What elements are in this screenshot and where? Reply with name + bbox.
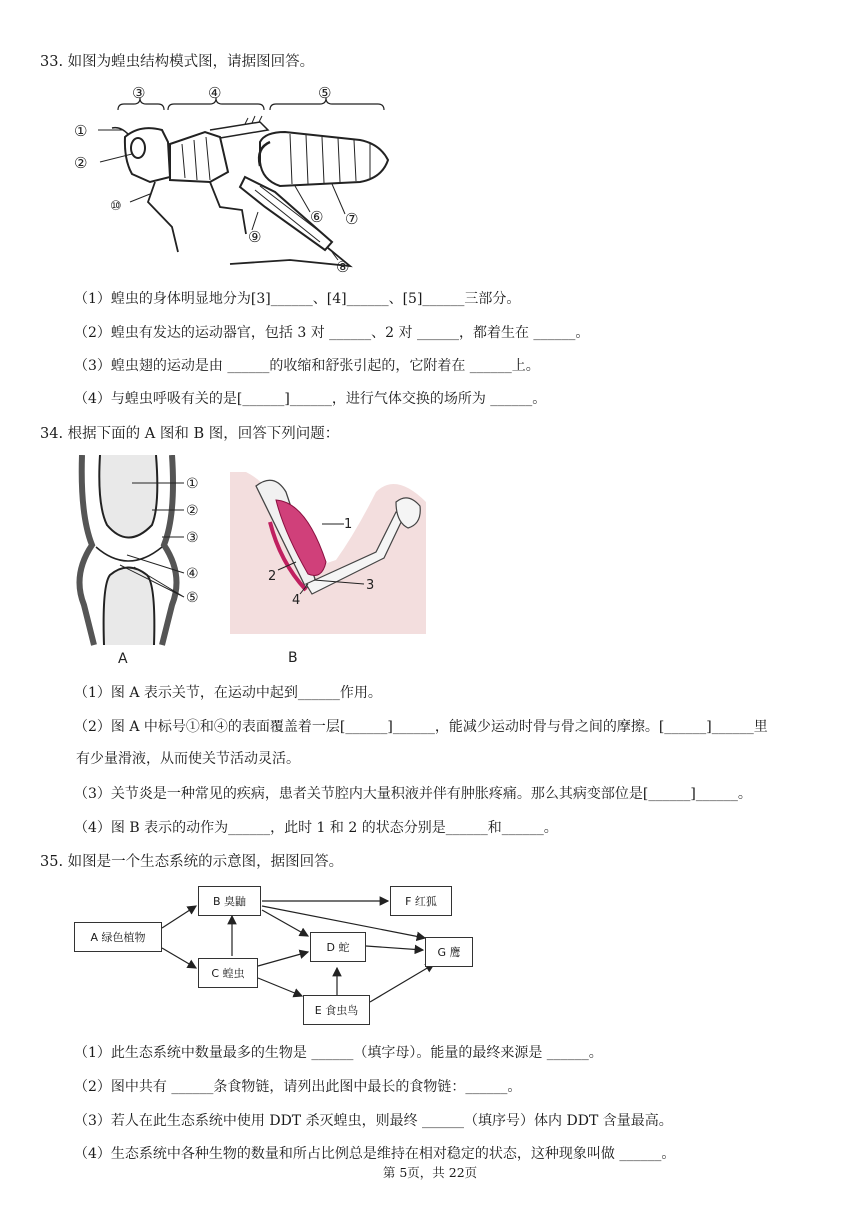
label-10: ⑩	[110, 199, 122, 214]
joint-diagram-a	[72, 455, 212, 667]
q35-item-1: （1）此生态系统中数量最多的生物是 ______（填字母）。能量的最终来源是 ______。	[74, 1045, 603, 1061]
arm-muscle-diagram-b	[226, 462, 426, 668]
q34-item-4: （4）图 B 表示的动作为______，此时 1 和 2 的状态分别是______和______。	[74, 820, 558, 836]
figA-label-5: ⑤	[186, 590, 199, 606]
q35-item-3: （3）若人在此生态系统中使用 DDT 杀灭蝗虫，则最终 ______（填序号）体内 DDT 含量最高。	[74, 1113, 673, 1129]
q33-item-4: （4）与蝗虫呼吸有关的是[______]______，进行气体交换的场所为 ______。	[74, 391, 547, 407]
question-33-stem	[40, 50, 314, 71]
figA-caption: A	[118, 651, 128, 667]
q35-item-4: （4）生态系统中各种生物的数量和所占比例总是维持在相对稳定的状态，这种现象叫做 ______。	[74, 1146, 676, 1162]
q35-item-2: （2）图中共有 ______条食物链，请列出此图中最长的食物链：______。	[74, 1079, 522, 1095]
q34-item-3: （3）关节炎是一种常见的疾病，患者关节腔内大量积液并伴有肿胀疼痛。那么其病变部位是[______]______。	[74, 786, 752, 802]
figA-label-1: ①	[186, 476, 199, 492]
question-34-stem	[40, 422, 339, 443]
question-number: 33.	[40, 54, 64, 70]
question-text: 如图是一个生态系统的示意图，据图回答。	[67, 854, 344, 870]
label-4: ④	[208, 84, 222, 102]
page-footer: 第 5页，共 22页	[382, 1165, 478, 1180]
node-a-green-plants: A 绿色植物	[74, 922, 162, 952]
figA-label-3: ③	[186, 530, 199, 546]
figA-label-2: ②	[186, 503, 199, 519]
node-d-snake: D 蛇	[310, 932, 366, 962]
label-3: ③	[132, 84, 146, 102]
node-e-insectivorous-bird: E 食虫鸟	[303, 995, 370, 1025]
question-text: 根据下面的 A 图和 B 图，回答下列问题：	[67, 426, 340, 442]
q34-item-2: （2）图 A 中标号①和④的表面覆盖着一层[______]______，能减少运动时骨与骨之间的摩擦。[______]______里	[74, 719, 768, 735]
question-number: 35.	[40, 854, 64, 870]
node-g-hawk: G 鹰	[425, 937, 473, 967]
label-5: ⑤	[318, 84, 332, 102]
figA-label-4: ④	[186, 566, 199, 582]
grasshopper-diagram	[70, 82, 400, 274]
q34-item-2-continued: 有少量滑液，从而使关节活动灵活。	[76, 751, 300, 767]
question-number: 34.	[40, 426, 64, 442]
figB-label-3: 3	[366, 578, 375, 593]
node-c-locust: C 蝗虫	[198, 958, 258, 988]
q33-item-2: （2）蝗虫有发达的运动器官，包括 3 对 ______、2 对 ______，都着生在 ______。	[74, 325, 590, 341]
node-f-red-fox: F 红狐	[390, 886, 452, 916]
figB-label-2: 2	[268, 569, 277, 584]
node-b-skunk: B 臭鼬	[198, 886, 261, 916]
label-1: ①	[74, 122, 88, 140]
figB-caption: B	[288, 650, 298, 666]
question-text: 如图为蝗虫结构模式图，请据图回答。	[67, 54, 315, 70]
question-35-stem	[40, 850, 343, 871]
figB-label-1: 1	[344, 517, 353, 532]
q34-item-1: （1）图 A 表示关节，在运动中起到______作用。	[74, 685, 382, 701]
q33-item-1: （1）蝗虫的身体明显地分为[3]______、[4]______、[5]______三部分。	[74, 291, 521, 307]
label-7: ⑦	[345, 210, 359, 228]
figB-label-4: 4	[292, 593, 301, 608]
label-6: ⑥	[310, 208, 324, 226]
label-9: ⑨	[248, 228, 262, 246]
label-8: ⑧	[336, 258, 350, 274]
q33-item-3: （3）蝗虫翅的运动是由 ______的收缩和舒张引起的，它附着在 ______上。	[74, 358, 540, 374]
label-2: ②	[74, 154, 88, 172]
